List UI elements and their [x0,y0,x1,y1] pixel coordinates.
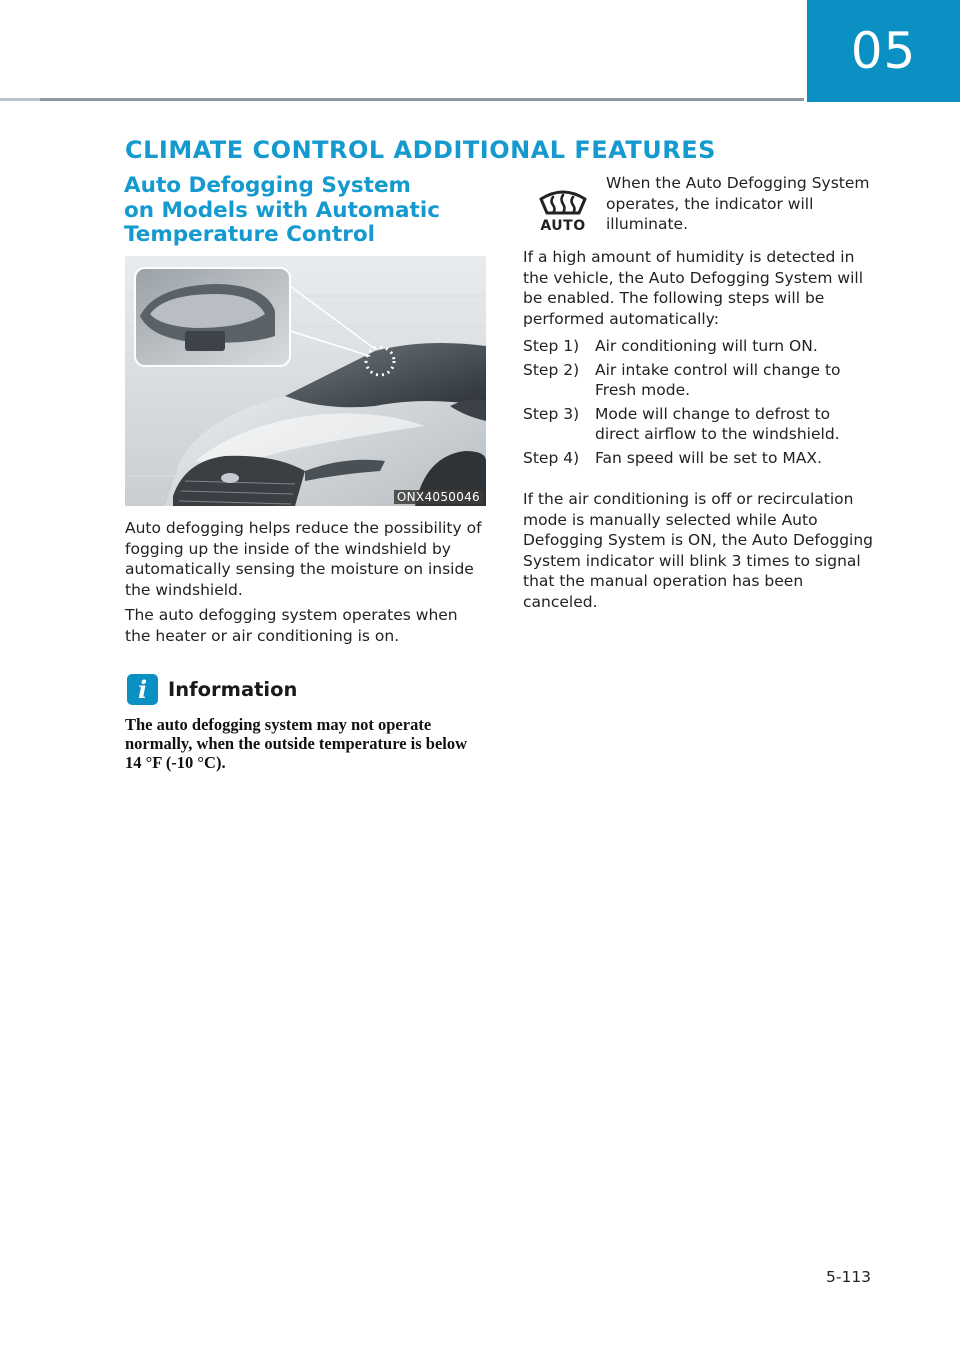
subsection-title-line: Temperature Control [124,222,376,247]
defog-auto-label: AUTO [540,218,586,234]
step-text: Air intake control will change to Fresh mode. [595,360,841,399]
body-paragraph: Auto defogging helps reduce the possibility of fogging up the inside of the windshield by automatically sensing the moisture on inside the windshield. [125,519,482,599]
step-number: Step 2) [523,360,580,379]
subsection-title [124,174,479,248]
subsection-title-line: on Models with Automatic [124,197,440,223]
information-icon: i [127,674,158,705]
subsection-title-line: Auto Defogging System [124,173,411,198]
body-paragraph: If a high amount of humidity is detected in the vehicle, the Auto Defogging System will be enabled. The following steps will be performed automatically: [523,248,864,328]
chapter-tab: 05 [807,0,960,102]
section-title: CLIMATE CONTROL ADDITIONAL FEATURES [125,136,716,164]
step-item [523,360,878,401]
vehicle-illustration [125,256,486,506]
header-rule-accent [0,98,40,101]
figure-caption: ONX4050046 [394,490,483,504]
windshield-defrost-icon [533,177,593,219]
step-number: Step 4) [523,448,580,467]
page-number: 5-113 [826,1268,872,1286]
step-text: Mode will change to defrost to direct airflow to the windshield. [595,404,840,443]
step-text: Air conditioning will turn ON. [595,337,818,355]
step-number: Step 1) [523,337,580,355]
defog-auto-icon [533,177,593,237]
step-number: Step 3) [523,404,580,423]
icon-description: When the Auto Defogging System operates, the indicator will illuminate. [606,174,870,233]
vehicle-illustration-graphic [125,256,486,506]
header-rule [0,98,804,101]
steps-list [523,336,878,471]
body-paragraph: If the air conditioning is off or recirculation mode is manually selected while Auto Defogging System is ON, the Auto Defogging System indicator will blink 3 times to signal that the manual operation has been canceled. [523,490,874,611]
information-label: Information [168,678,298,701]
step-item [523,448,878,469]
body-paragraph: The auto defogging system operates when the heater or air conditioning is on. [125,606,458,645]
step-item [523,404,878,445]
step-item [523,336,878,357]
information-text: The auto defogging system may not operate normally, when the outside temperature is below 14 °F (-10 °C). [125,715,468,772]
step-text: Fan speed will be set to MAX. [595,448,822,467]
information-header [127,674,297,705]
